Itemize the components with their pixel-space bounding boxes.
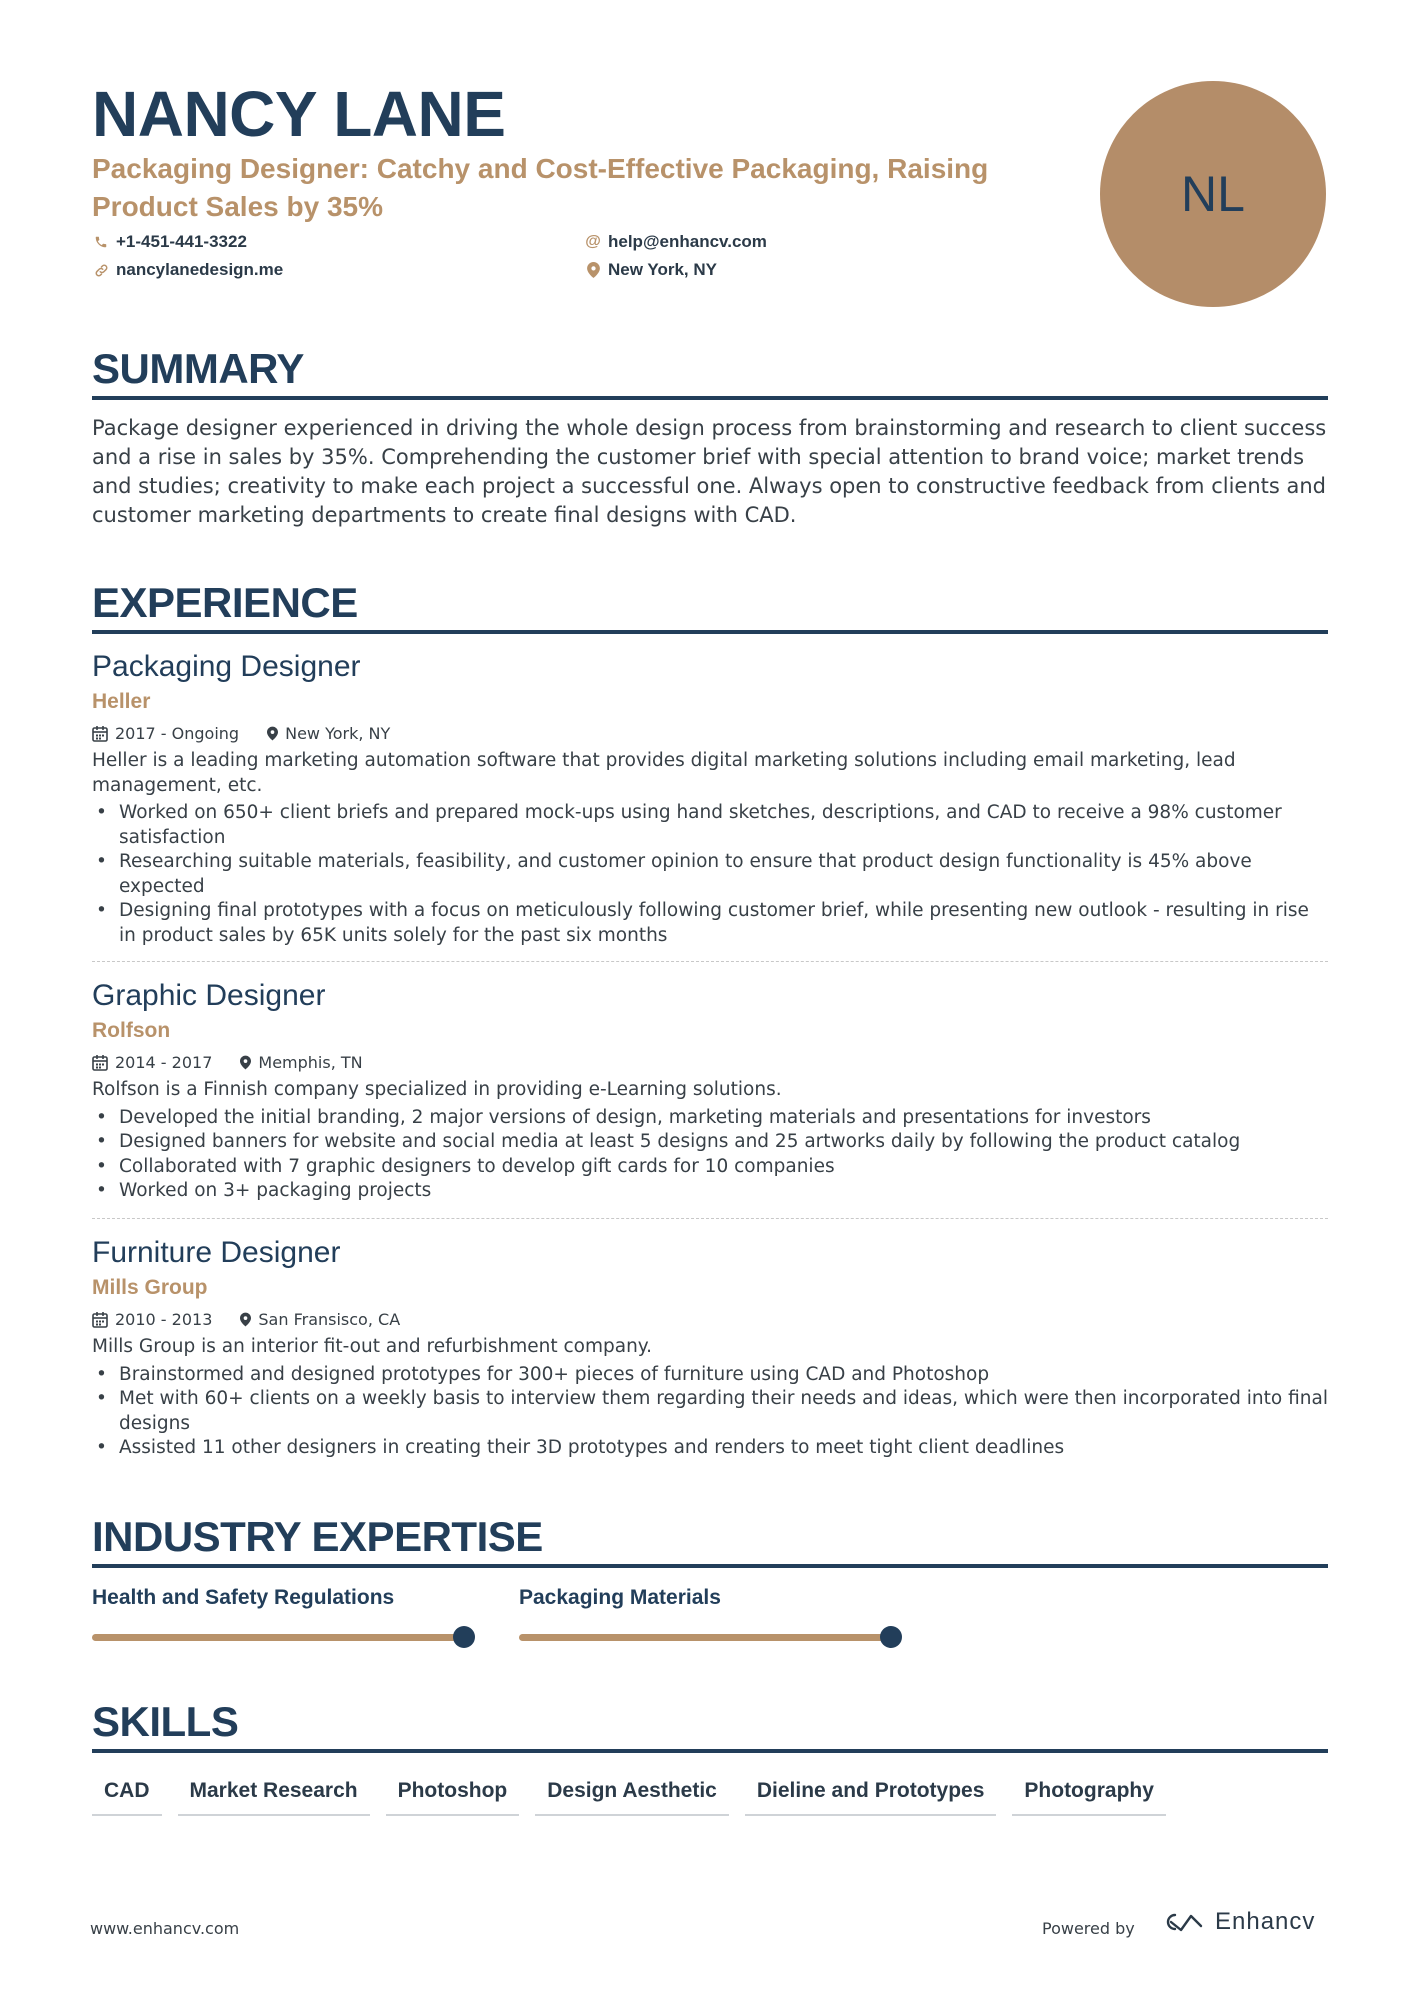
list-item: • Designing final prototypes with a focus on meticulously following customer brief, while presenting new outlook - resulting in rise in product sales by 65K units solely for the past six months xyxy=(92,899,1328,948)
job-location: Memphis, TN xyxy=(240,1053,362,1072)
job-title: Packaging Designer xyxy=(92,650,361,683)
brand-name: Enhancv xyxy=(1215,1908,1316,1935)
section-title-experience: EXPERIENCE xyxy=(92,579,358,626)
expertise-bar-knob xyxy=(880,1626,902,1648)
achievement-list xyxy=(92,801,1328,948)
section-rule xyxy=(92,396,1328,400)
skill-tag: Photography xyxy=(1012,1776,1166,1816)
list-item: • Worked on 3+ packaging projects xyxy=(92,1179,1328,1204)
at-icon: @ xyxy=(585,233,601,250)
enhancv-logo-icon xyxy=(1161,1910,1207,1934)
company-name: Heller xyxy=(92,690,151,713)
expertise-bar-fill xyxy=(519,1634,895,1641)
expertise-item xyxy=(519,1585,899,1643)
skill-list xyxy=(92,1776,1182,1816)
skill-tag: Dieline and Prototypes xyxy=(745,1776,997,1816)
company-description: Heller is a leading marketing automation software that provides digital marketing solutions including email marketing, lead management, etc. xyxy=(92,750,1236,796)
list-item: • Worked on 650+ client briefs and prepared mock-ups using hand sketches, descriptions, and CAD to receive a 98% customer satisfaction xyxy=(92,801,1328,850)
job-location: New York, NY xyxy=(267,724,390,743)
company-name: Mills Group xyxy=(92,1276,208,1299)
expertise-bar-knob xyxy=(453,1626,475,1648)
job-meta xyxy=(92,722,1328,744)
list-item: • Researching suitable materials, feasibility, and customer opinion to ensure that product design functionality is 45% above expected xyxy=(92,850,1328,899)
section-title-expertise: INDUSTRY EXPERTISE xyxy=(92,1513,543,1560)
section-title-skills: SKILLS xyxy=(92,1698,239,1745)
job-meta xyxy=(92,1308,1328,1330)
contact-phone xyxy=(92,232,584,252)
contact-website[interactable] xyxy=(92,260,584,280)
email-text[interactable]: help@enhancv.com xyxy=(608,232,767,251)
job-dates: 2014 - 2017 xyxy=(92,1053,212,1072)
location-pin-icon xyxy=(267,726,278,741)
contact-email[interactable] xyxy=(584,232,872,252)
skill-tag: Photoshop xyxy=(386,1776,520,1816)
experience-entry xyxy=(92,1234,1328,1461)
avatar xyxy=(1100,81,1326,307)
list-item: • Designed banners for website and social media at least 5 designs and 25 artworks daily by following the product catalog xyxy=(92,1130,1328,1155)
link-icon xyxy=(92,261,110,279)
phone-icon xyxy=(92,233,110,251)
skill-tag: Market Research xyxy=(178,1776,370,1816)
section-rule xyxy=(92,1564,1328,1568)
candidate-headline: Packaging Designer: Catchy and Cost-Effective Packaging, Raising Product Sales by 35% xyxy=(92,153,989,222)
list-item: • Collaborated with 7 graphic designers to develop gift cards for 10 companies xyxy=(92,1155,1328,1180)
job-location: San Fransisco, CA xyxy=(240,1310,400,1329)
powered-by-label: Powered by xyxy=(1042,1919,1135,1938)
company-name: Rolfson xyxy=(92,1019,171,1042)
entry-divider xyxy=(92,961,1328,962)
achievement-list xyxy=(92,1363,1328,1461)
expertise-bar xyxy=(92,1631,472,1643)
calendar-icon xyxy=(92,1311,108,1328)
location-text: New York, NY xyxy=(608,260,717,279)
company-description: Mills Group is an interior fit-out and refurbishment company. xyxy=(92,1336,652,1357)
calendar-icon xyxy=(92,725,108,742)
location-pin-icon xyxy=(240,1055,251,1070)
expertise-label: Health and Safety Regulations xyxy=(92,1586,395,1609)
website-text[interactable]: nancylanedesign.me xyxy=(116,260,284,279)
avatar-initials: NL xyxy=(1181,166,1245,222)
expertise-bar-fill xyxy=(92,1634,468,1641)
location-pin-icon xyxy=(240,1312,251,1327)
skill-tag: CAD xyxy=(92,1776,162,1816)
skill-tag: Design Aesthetic xyxy=(535,1776,729,1816)
location-pin-icon xyxy=(584,261,602,279)
summary-text: Package designer experienced in driving the whole design process from brainstorming and research to client success and a rise in sales by 35%. Comprehending the customer brief with special attention to brand voice; market trends and studies; creativity to make each project a successful one. Always open to constructive feedback from clients and customer marketing departments to create final designs with CAD. xyxy=(92,416,1327,527)
expertise-item xyxy=(92,1585,472,1643)
company-description: Rolfson is a Finnish company specialized in providing e-Learning solutions. xyxy=(92,1079,782,1100)
phone-text: +1-451-441-3322 xyxy=(116,232,247,251)
list-item: • Assisted 11 other designers in creating their 3D prototypes and renders to meet tight client deadlines xyxy=(92,1436,1328,1461)
job-dates: 2017 - Ongoing xyxy=(92,724,239,743)
job-meta xyxy=(92,1051,1328,1073)
calendar-icon xyxy=(92,1054,108,1071)
entry-divider xyxy=(92,1218,1328,1219)
job-dates: 2010 - 2013 xyxy=(92,1310,212,1329)
job-title: Furniture Designer xyxy=(92,1236,341,1269)
section-rule xyxy=(92,630,1328,634)
list-item: • Developed the initial branding, 2 major versions of design, marketing materials and presentations for investors xyxy=(92,1106,1328,1131)
job-title: Graphic Designer xyxy=(92,979,326,1012)
brand-logo[interactable] xyxy=(1161,1908,1315,1936)
experience-entry xyxy=(92,977,1328,1204)
list-item: • Met with 60+ clients on a weekly basis to interview them regarding their needs and ideas, which were then incorporated into final designs xyxy=(92,1387,1328,1436)
contact-location xyxy=(584,260,872,280)
candidate-name: NANCY LANE xyxy=(92,78,506,150)
section-title-summary: SUMMARY xyxy=(92,345,304,392)
footer-url[interactable]: www.enhancv.com xyxy=(90,1919,240,1938)
achievement-list xyxy=(92,1106,1328,1204)
expertise-label: Packaging Materials xyxy=(519,1586,721,1609)
experience-entry xyxy=(92,648,1328,948)
section-rule xyxy=(92,1749,1328,1753)
expertise-bar xyxy=(519,1631,899,1643)
list-item: • Brainstormed and designed prototypes for 300+ pieces of furniture using CAD and Photoshop xyxy=(92,1363,1328,1388)
contact-list xyxy=(92,232,872,280)
